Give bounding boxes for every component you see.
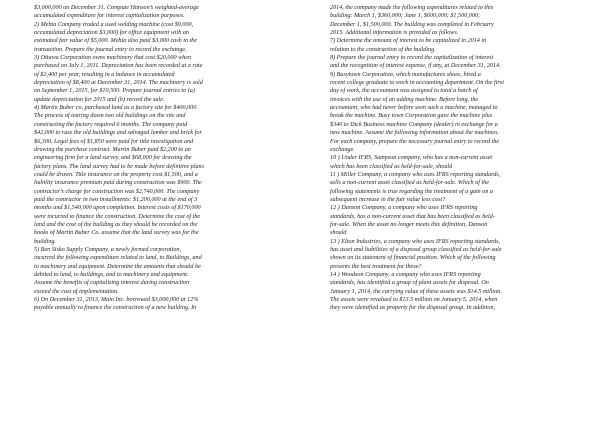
right-text-column	[330, 4, 592, 424]
text-line: for-sale. When the asset no longer meets this definition, Danson	[330, 221, 488, 228]
text-line: new machine. Assume the following information about the machines.	[330, 130, 500, 137]
text-line: break the machine. Busy town Corporation gave the machine plus	[330, 113, 493, 120]
text-line: incurred the following expenditure related to land, to Buildings, and	[34, 255, 202, 262]
text-line: 14 ) Woodson Company, a company who uses IFRS reporting	[330, 272, 481, 278]
text-line: has asset and liabilities of a disposal group classified as held-for-sale	[330, 246, 502, 253]
text-line: drawing the purchase contract. Martin Buber paid $2,200 to an	[34, 146, 191, 153]
text-line: presents the best treatment for these?	[330, 263, 422, 270]
text-line: should	[330, 230, 347, 237]
text-line: December 1, $1,500,000. The building was completed in February	[330, 21, 494, 28]
text-line: For each company, prepare the necessary journal entry to record the	[330, 138, 500, 145]
text-line: transaction. Prepare the journal entry to record the exchange.	[34, 46, 187, 53]
text-line: 11 ) Miller Company, a company who uses IFRS reporting standards,	[330, 171, 501, 178]
text-line: land and the cost of the building as they should be recorded on the	[34, 221, 198, 228]
text-line: contractor’s charge for construction was $2,740,000. The company	[34, 188, 200, 195]
text-line: accumulated depreciation $3,000) for office equipment with an	[34, 30, 189, 37]
text-line: estimated fair value of $5,000. Mehta also paid $3,000 cash in the	[34, 38, 198, 45]
text-line: 3) Ottawa Corporation owns machinery that cost $20,000 when	[34, 55, 192, 62]
text-line: day of work, the accountant was assigned to total a batch of	[330, 88, 478, 95]
text-line: 10 ) Under IFRS, Sampson company, who has a non-current asset	[330, 155, 493, 162]
text-line: 8) Prepare the journal entry to record the capitalization of interest	[330, 55, 494, 62]
text-line: update depreciation for 2015 and (b) record the sale.	[34, 96, 165, 103]
text-line: paid the contractor in two installments: $1,200,000 at the end of 3	[34, 196, 198, 203]
text-line: 2) Mehta Company traded a used welding machine (cost $9,000,	[34, 21, 194, 28]
text-line: recent college graduate to work in accounting department. On the first	[330, 80, 504, 87]
text-line: 2015. Additional information is provided as follows.	[330, 30, 459, 37]
text-line: to machinery and equipment. Determine the amounts that should be	[34, 263, 201, 270]
text-line: $42,000 to raze the old buildings and salvaged lumber and brick for	[34, 130, 202, 137]
text-line: The process of tearing down two old buildings on the site and	[34, 113, 186, 120]
text-line: books of Martin Buber Co. assume that the land survey was for the	[34, 230, 199, 237]
text-line: payable annually to finance the construction of a new building. In	[34, 305, 197, 312]
text-line: exchange.	[330, 146, 355, 153]
text-line: 6) On December 31, 2013, Main Inc. borrowed $3,000,000 at 12%	[34, 297, 199, 304]
text-line: they were identified as property for the disposal group. In addition,	[330, 305, 496, 312]
text-line: factory plans. The land survey had to be made before definitive plans	[34, 163, 204, 170]
text-line: relation to the construction of the building.	[330, 46, 436, 53]
text-line: $6,300. Legal fees of $1,850 were paid for title investigation and	[34, 138, 194, 145]
text-line: January 1, 2014, the carrying value of these assets was $14.5 million.	[330, 288, 502, 295]
text-line: 2014, the company made the following expenditures related to this	[330, 5, 494, 11]
text-line: purchased on July 1, 2011. Depreciation has been recorded at a rate	[34, 63, 203, 70]
text-line: exceed the cost of implementation.	[34, 288, 119, 295]
text-line: 13 ) Elton Industries, a company who uses IFRS reporting standards,	[330, 238, 501, 245]
text-line: accountant, who had never before seen such a machine, managed to	[330, 105, 498, 112]
text-line: following statements is true regarding the treatment of a gain on a	[330, 188, 493, 195]
text-line: constructing the factory required 6 months. The company paid	[34, 121, 188, 128]
text-line: depreciation of $8,400 at December 31, 2014. The machinery is sold	[34, 80, 203, 87]
text-line: which has been classified as held-for-sale, should	[330, 163, 453, 170]
text-line: engineering firm for a land survey, and $68,000 for drawing the	[34, 155, 192, 162]
text-line: 7) Determine the amount of interest to be capitalized in 2014 in	[330, 38, 487, 45]
text-line: $340 to Dick Business machine Company (dealer) in exchange for a	[330, 121, 498, 128]
text-line: could be drawn. Title insurance on the property cost $1,500, and a	[34, 171, 198, 178]
text-line: were incurred to finance the construction. Determine the cost of the	[34, 213, 201, 220]
text-line: invoices with the use of an adding machine. Before long, the	[330, 96, 479, 103]
text-line: sells a non-current asset classified as held-for-sale. Which of the	[330, 180, 489, 187]
text-line: 4) Martin Buber co. purchased land as a factory site for $400,000.	[34, 105, 198, 112]
text-line: The assets were revalued to $13.5 million on January 5, 2014, when	[330, 297, 498, 304]
text-line: 12 ) Danson Company, a company who uses IFRS reporting	[330, 205, 478, 212]
text-line: and the recognition of interest expense, if any, at December 31, 2014.	[330, 63, 501, 70]
text-line: standards, has a non-current asset that has been classified as held-	[330, 213, 495, 220]
text-line: accumulated expenditure for interest capitalization purposes.	[34, 13, 185, 20]
text-line: Assume the benefits of capitalizing interest during construction	[34, 280, 190, 287]
text-line: 9) Busytown Corporation, which manufactures shoes, hired a	[330, 71, 481, 78]
text-line: 5) Ben Sisko Supply Company, a newly formed corporation,	[34, 246, 182, 253]
text-line: of $2,400 per year, resulting in a balance in accumulated	[34, 71, 175, 78]
text-line: building: March 1, $360,000; June 1, $600,000; $1,500,000;	[330, 13, 481, 20]
left-text-column	[34, 4, 296, 424]
text-line: shown on its statement of financial position. Which of the following	[330, 255, 496, 262]
text-line: on September 1, 2015, for $10,500. Prepare journal entries to (a)	[34, 88, 195, 95]
text-line: subsequent increase in the fair value less cost?	[330, 196, 446, 203]
text-line: liability insurance premium paid during construction was $900. The	[34, 180, 202, 187]
text-line: standards, has identified a group of plant assets for disposal. On	[330, 280, 489, 287]
text-line: debited to land, to buildings, and to machinery and equipment.	[34, 272, 189, 278]
text-line: building.	[34, 238, 57, 245]
text-line: months and $1,540,000 upon completion. Interest costs of $170,000	[34, 205, 201, 212]
text-line: $3,000,000 on December 31. Compute Hanson’s weighted-average	[34, 5, 199, 11]
